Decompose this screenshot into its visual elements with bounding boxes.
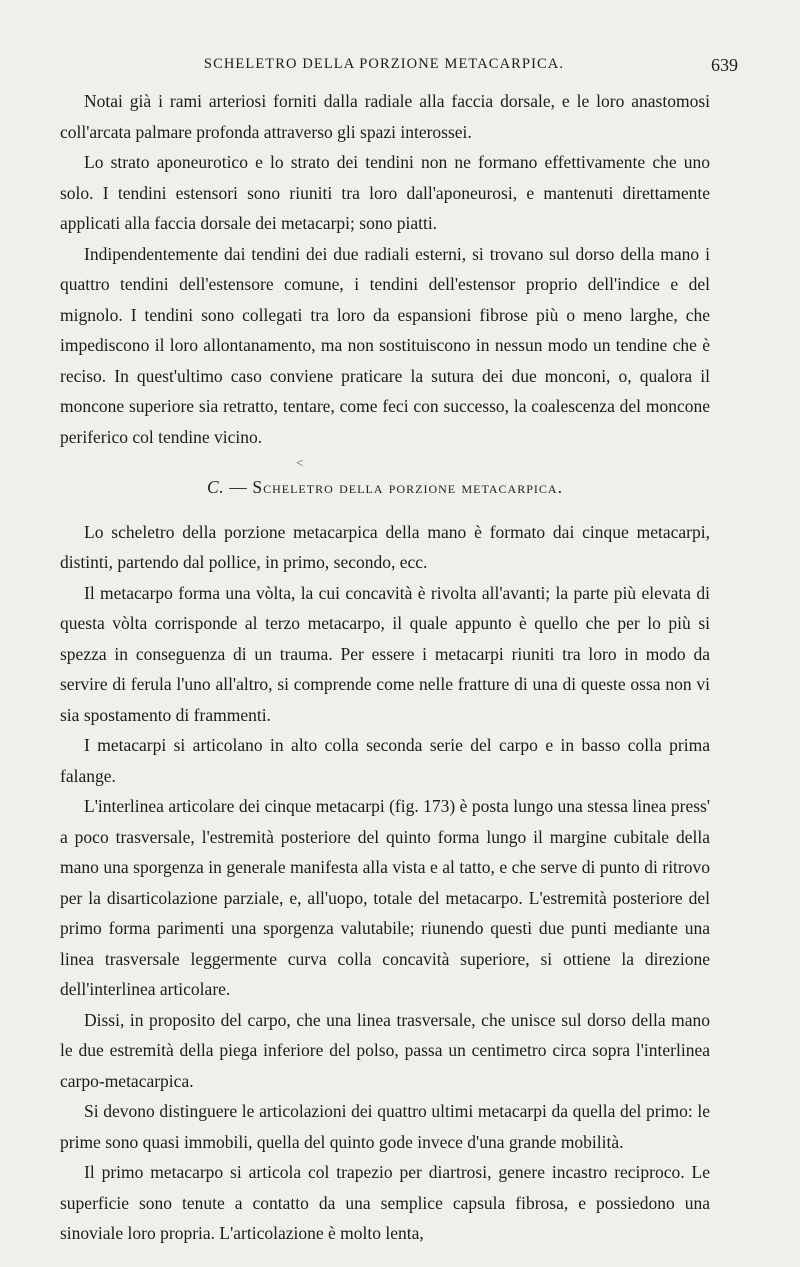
section-dash: —	[224, 477, 253, 497]
body-text	[60, 86, 710, 1249]
section-title: Scheletro della porzione metacarpica.	[252, 477, 563, 497]
paragraph: Dissi, in proposito del carpo, che una linea trasversale, che unisce sul dorso della mano le due estremità della piega inferiore del polso, passa un centimetro circa sopra l'interlinea carpo-metacarpica.	[60, 1009, 710, 1091]
paragraph: Il metacarpo forma una vòlta, la cui concavità è rivolta all'avanti; la parte più elevata di questa vòlta corrisponde al terzo metacarpo, il quale appunto è quello che per lo più si spezza in conseguenza di un trauma. Per essere i metacarpi riuniti tra loro in modo da servire di ferula l'uno all'altro, si comprende come nelle fratture di una di queste ossa non vi sia spostamento di frammenti.	[60, 582, 710, 725]
paragraph: Lo scheletro della porzione metacarpica della mano è formato dai cinque metacarpi, distinti, partendo dal pollice, in primo, secondo, ecc.	[60, 521, 710, 572]
section-label: C.	[207, 477, 225, 497]
paragraph: Si devono distinguere le articolazioni dei quattro ultimi metacarpi da quella del primo: le prime sono quasi immobili, quella del quinto gode invece d'una grande mobilità.	[60, 1101, 710, 1152]
paragraph: L'interlinea articolare dei cinque metacarpi (fig. 173) è posta lungo una stessa linea press' a poco trasversale, l'estremità posteriore del quinto forma lungo il margine cubitale della mano una sporgenza in generale manifesta alla vista e al tatto, e che serve di punto di ritrovo per la disarticolazione parziale, e, all'uopo, totale del metacarpo. L'estremità posteriore del primo forma parimenti una sporgenza valutabile; riunendo questi due punti mediante una linea trasversale leggermente curva colla concavità superiore, si ottiene la direzione dell'interlinea articolare.	[60, 796, 710, 999]
paragraph: Indipendentemente dai tendini dei due radiali esterni, si trovano sul dorso della mano i quattro tendini dell'estensore comune, i tendini dell'estensor proprio dell'indice e del mignolo. I tendini sono collegati tra loro da espansioni fibrose più o meno larghe, che impediscono il loro allontanamento, ma non sostituiscono in nessun modo un tendine che è reciso. In quest'ultimo caso conviene praticare la sutura dei due monconi, o, qualora il moncone superiore sia retratto, tentare, come feci con successo, la coalescenza del moncone periferico col tendine vicino.	[60, 243, 710, 447]
paragraph: Lo strato aponeurotico e lo strato dei tendini non ne formano effettivamente che uno solo. I tendini estensori sono riuniti tra loro dall'aponeurosi, e mantenuti direttamente applicati alla faccia dorsale dei metacarpi; sono piatti.	[60, 152, 710, 233]
section-heading	[60, 455, 710, 503]
stray-mark: <	[296, 455, 304, 470]
paragraph: Il primo metacarpo si articola col trapezio per diartrosi, genere incastro reciproco. Le superficie sono tenute a contatto da una semplice capsula fibrosa, e possiedono una sinoviale loro propria. L'articolazione è molto lenta,	[60, 1162, 710, 1243]
paragraph: I metacarpi si articolano in alto colla seconda serie del carpo e in basso colla prima falange.	[60, 735, 710, 786]
running-title: SCHELETRO DELLA PORZIONE METACARPICA.	[203, 56, 565, 72]
running-head	[60, 55, 738, 80]
page-number: 639	[711, 55, 738, 75]
paragraph: Notai già i rami arteriosi forniti dalla radiale alla faccia dorsale, e le loro anastomosi coll'arcata palmare profonda attraverso gli spazi interossei.	[60, 91, 710, 142]
